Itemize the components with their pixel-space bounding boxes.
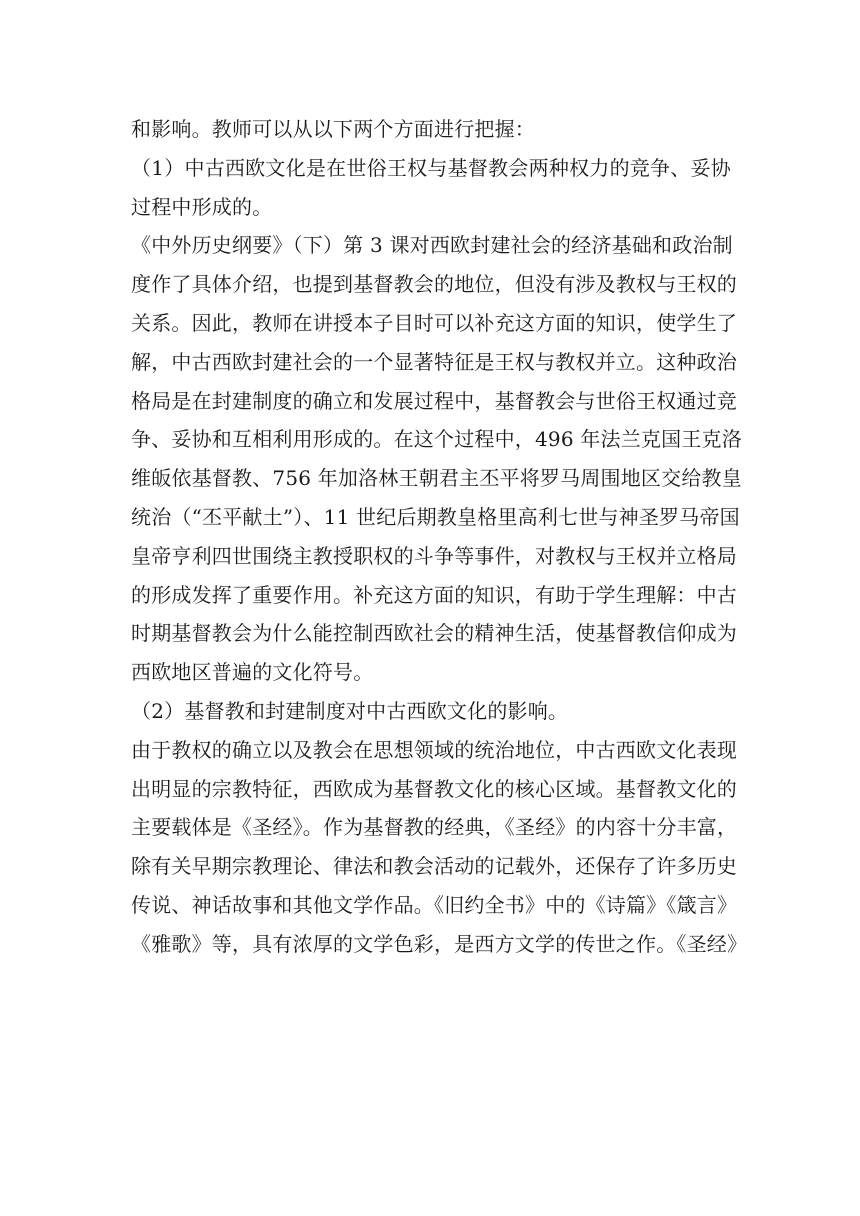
text-line: 由于教权的确立以及教会在思想领域的统治地位，中古西欧文化表现 [131,737,737,762]
text-line: 除有关早期宗教理论、律法和教会活动的记载外，还保存了许多历史 [131,854,737,879]
text-line: 《雅歌》等，具有浓厚的文学色彩，是西方文学的传世之作。《圣经》 [131,931,748,956]
document-body [131,110,748,964]
text-line: 皇帝亨利四世围绕主教授职权的斗争等事件，对教权与王权并立格局 [131,543,737,568]
text-line: （1）中古西欧文化是在世俗王权与基督教会两种权力的竞争、妥协 [131,155,731,180]
text-line: 主要载体是《圣经》。作为基督教的经典，《圣经》的内容十分丰富， [131,815,738,840]
text-line: 出明显的宗教特征，西欧成为基督教文化的核心区域。基督教文化的 [131,776,737,801]
text-line: 解，中古西欧封建社会的一个显著特征是王权与教权并立。这种政治 [131,349,737,374]
text-line: 统治（“丕平献土”）、11 世纪后期教皇格里高利七世与神圣罗马帝国 [131,504,740,529]
text-line: 和影响。教师可以从以下两个方面进行把握： [131,117,535,141]
text-line: （2）基督教和封建制度对中古西欧文化的影响。 [131,698,569,723]
text-line: 西欧地区普遍的文化符号。 [131,660,374,685]
text-line: 的形成发挥了重要作用。补充这方面的知识，有助于学生理解：中古 [131,582,737,607]
text-line: 争、妥协和互相利用形成的。在这个过程中，496 年法兰克国王克洛 [131,427,742,452]
text-line: 时期基督教会为什么能控制西欧社会的精神生活，使基督教信仰成为 [131,621,737,646]
text-line: 度作了具体介绍，也提到基督教会的地位，但没有涉及教权与王权的 [131,272,737,297]
text-line: 《中外历史纲要》（下）第 3 课对西欧封建社会的经济基础和政治制 [131,233,733,258]
text-line: 传说、神话故事和其他文学作品。《旧约全书》中的《诗篇》《箴言》 [131,892,738,917]
text-line: 维皈依基督教、756 年加洛林王朝君主丕平将罗马周围地区交给教皇 [131,466,742,491]
text-line: 格局是在封建制度的确立和发展过程中，基督教会与世俗王权通过竞 [131,388,737,413]
text-line: 过程中形成的。 [131,194,273,219]
text-line: 关系。因此，教师在讲授本子目时可以补充这方面的知识，使学生了 [131,310,737,335]
